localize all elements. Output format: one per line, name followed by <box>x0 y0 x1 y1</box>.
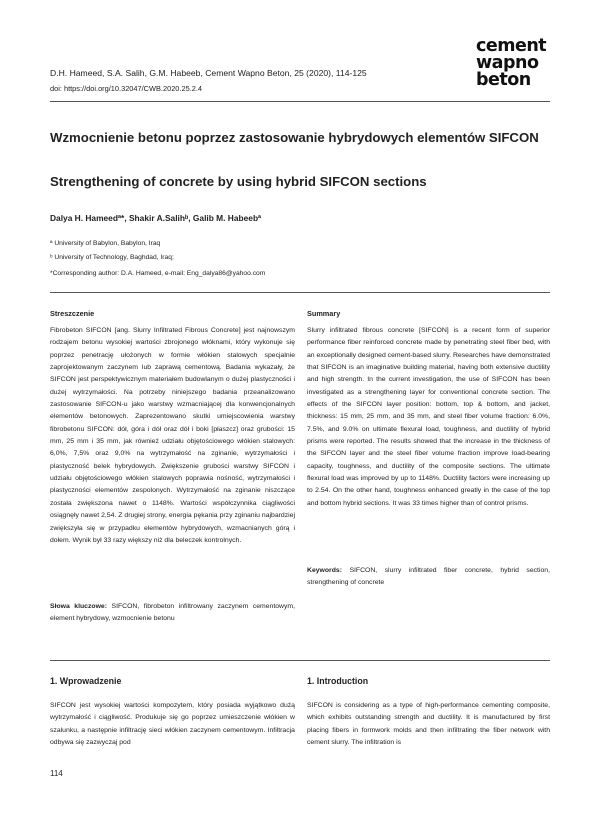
logo-line-cement: cement <box>476 36 547 56</box>
logo-line-wapno: wapno <box>476 53 539 73</box>
section-heading-wprowadzenie: 1. Wprowadzenie <box>50 676 122 686</box>
summary-heading: Summary <box>307 309 341 318</box>
authors: Dalya H. Hameedª*, Shakir A.Salihᵇ, Galib M. Habeebª <box>50 213 262 223</box>
keywords-en: SIFCON, slurry infiltrated fiber concrete, hybrid section, strengthening of concrete <box>307 567 550 587</box>
streszczenie-text: Fibrobeton SIFCON [ang. Slurry Infiltrated Fibrous Concrete] jest najnowszym rodzajem betonu wysokiej wartości zbrojonego włóknami, który wykonuje się poprzez penetrację ułożonych w formie włókien stalowych specjalnie zaprojektowanym zaczynem lub zaprawą cementową. Badania wykazały, że SIFCON jest perspektywicznym materiałem budowlanym o dużej plastyczności i dużej wytrzymałości. Na potrzeby niniejszego badania przeanalizowano zastosowanie SIFCON-u jako warstwy wzmacniającej dla konwencjonalnych elementów betonowych. Zaprezentowano skutki umiejscowienia warstwy fibrobetonu SIFCON: dół, góra i dół oraz dół i boki [płaszcz] oraz grubości: 15 mm, 25 mm i 35 mm, jak również udziału objętościowego włókien stalowych: 6,0%, 7,5% oraz 9,0% na wytrzymałość na zginanie, wytrzymałości i plastyczność belek hybrydowych. Zwiększenie grubości warstwy SIFCON i udziału objętościowego włókien stalowych poprawia nośność, wytrzymałości i plastyczności elementów zespolonych. Wytrzymałość na zginanie niszczące została zwiększona nawet o 1148%. Wartości współczynnika ciągliwości osiągnęły nawet 2,54. Z drugiej strony, energia pękania przy zginaniu najbardziej zwiększyła się w przypadku elementów hybrydowych, wzmacnianych górą i dołem. Wynik był 33 razy większy niż dla beleczek kontrolnych. <box>50 327 295 544</box>
doi-line: doi: https://doi.org/10.32047/CWB.2020.25.2.4 <box>50 84 203 93</box>
keywords-label-en: Keywords: <box>307 567 342 574</box>
affiliation-rule <box>50 292 550 293</box>
abstract-rule <box>50 660 550 661</box>
journal-logo <box>476 38 578 89</box>
page-number: 114 <box>50 769 63 778</box>
affiliation-a: ª University of Babylon, Babylon, Iraq <box>50 240 161 247</box>
header-rule <box>50 101 550 102</box>
logo-line-beton: beton <box>476 70 531 90</box>
citation-line: D.H. Hameed, S.A. Salih, G.M. Habeeb, Cement Wapno Beton, 25 (2020), 114-125 <box>50 68 367 78</box>
corresponding-author: *Corresponding author: D.A. Hameed, e-mail: Eng_dalya86@yahoo.com <box>50 270 266 277</box>
keywords-pl: SIFCON, fibrobeton infiltrowany zaczynem cementowym, element hybrydowy, wzmocnienie betonu <box>50 603 295 623</box>
section-text-introduction: SIFCON is considering as a type of high-performance cementing composite, which exhibits outstanding strength and ductility. It is manufactured by first placing fibers in formwork molds and then infiltrating the fiber network with cement slurry. The infiltration is <box>307 702 550 747</box>
keywords-label-pl: Słowa kluczowe: <box>50 603 107 610</box>
section-text-wprowadzenie: SIFCON jest wysokiej wartości kompozytem, który posiada wyjątkowo dużą wytrzymałość i ciągliwość. Produkuje się go poprzez umieszczenie włókien w szalunku, a następnie infiltrację sieci włókien zaczynem cementowym. Infiltracja odbywa się zazwyczaj pod <box>50 702 295 747</box>
streszczenie-heading: Streszczenie <box>50 309 95 318</box>
title-english: Strengthening of concrete by using hybrid SIFCON sections <box>50 174 427 189</box>
streszczenie-keywords <box>50 601 295 626</box>
section-heading-introduction: 1. Introduction <box>307 676 369 686</box>
title-polish: Wzmocnienie betonu poprzez zastosowanie hybrydowych elementów SIFCON <box>50 130 539 145</box>
summary-keywords <box>307 565 550 590</box>
summary-text: Slurry infiltrated fibrous concrete [SIFCON] is a recent form of superior performance fiber reinforced concrete made by penetrating steel fiber bed, with an exceptionally designed cement-based slurry. Researches have demonstrated that SIFCON is an imaginative building material, having both extensive ductility and high strength. In the current investigation, the use of SIFCON has been investigated as a strengthening layer for conventional concrete section. The effects of the SIFCON layer position: bottom, top & bottom, and jacket, thickness: 15 mm, 25 mm, and 35 mm, and steel fiber volume fraction: 6.0%, 7.5%, and 9.0% on ultimate flexural load, toughness, and ductility of hybrid prisms were reported. The results showed that the increase in the thickness of the SIFCON layer and the steel fiber volume fraction improve load-bearing capacity, toughness, and ductility of the composite sections. The ultimate flexural load was improved by up to 1148%. Ductility factors were increasing up to 2.54. On the other hand, toughness enhanced greatly in the case of the top and bottom hybrid sections. It was 33 times higher than of control prisms. <box>307 327 550 507</box>
affiliation-b: ᵇ University of Technology, Baghdad, Iraq; <box>50 254 174 261</box>
